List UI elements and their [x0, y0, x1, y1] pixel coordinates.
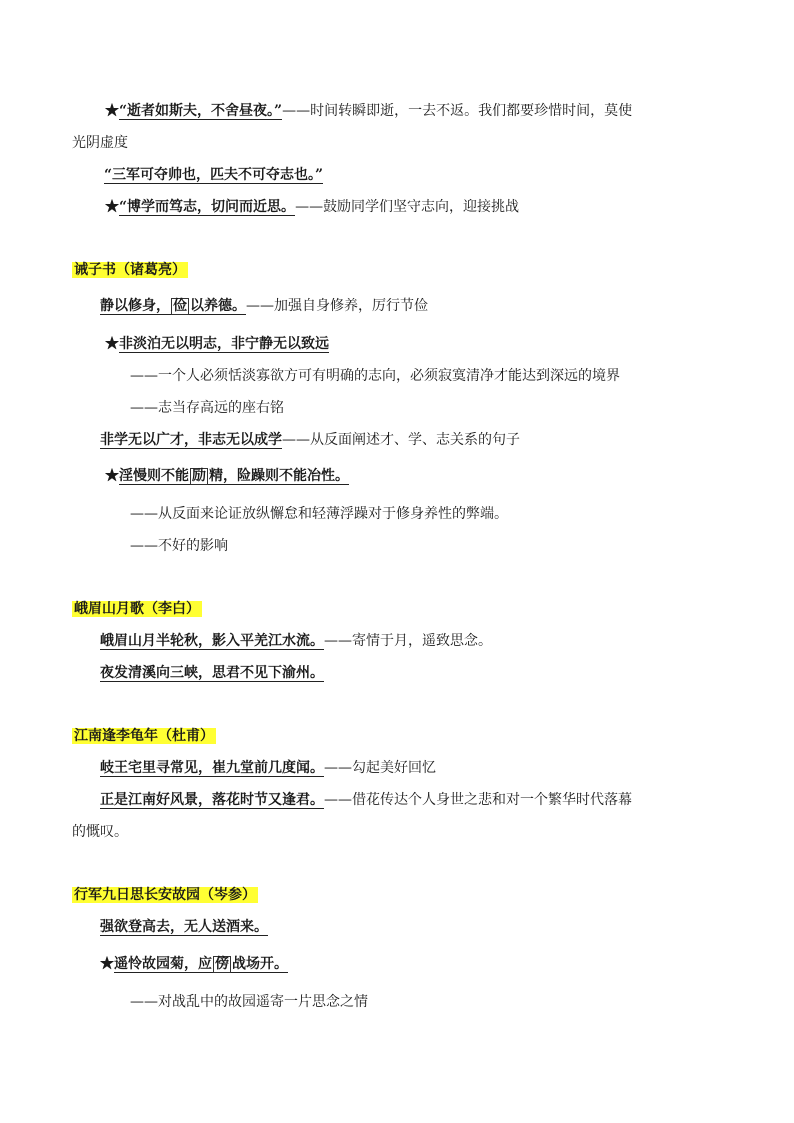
- line-12: [130, 537, 228, 555]
- quote-text: 强欲登高去，无人送酒来。: [100, 919, 268, 935]
- line-8: [130, 399, 284, 417]
- note-text: ——借花传达个人身世之悲和对一个繁华时代落幕: [324, 792, 632, 808]
- note-text: 的慨叹。: [72, 824, 128, 840]
- heading-text: 江南逢李龟年（杜甫）: [74, 728, 214, 744]
- line-20: [130, 993, 368, 1011]
- line-18: [100, 918, 268, 936]
- line-11: [130, 505, 508, 523]
- star-icon: ★: [105, 103, 119, 119]
- line-5: [100, 297, 428, 315]
- line-4: [105, 198, 519, 216]
- note-text: ——鼓励同学们坚守志向，迎接挑战: [295, 199, 520, 215]
- line-16: [100, 791, 632, 809]
- quote-text: “三军可夺帅也，匹夫不可夺志也。”: [104, 167, 324, 183]
- section-heading-4: [72, 886, 258, 904]
- star-icon: ★: [105, 468, 119, 484]
- star-icon: ★: [100, 956, 114, 972]
- line-7: [130, 367, 620, 385]
- line-6: [105, 335, 329, 353]
- line-17: [72, 823, 128, 841]
- boxed-char: 俭: [173, 298, 187, 314]
- section-heading-3: [72, 727, 216, 745]
- quote-text: 淫慢则不能 励 精，险躁则不能冶性。: [119, 468, 349, 484]
- note-text: 光阴虚度: [72, 135, 128, 151]
- note-text: ——一个人必须恬淡寡欲方可有明确的志向，必须寂寞清净才能达到深远的境界: [130, 368, 620, 384]
- star-icon: ★: [105, 336, 119, 352]
- quote-text: 岐王宅里寻常见，崔九堂前几度闻。: [100, 760, 324, 776]
- quote-text: 静以修身， 俭 以养德。: [100, 298, 246, 314]
- line-1: [105, 102, 632, 120]
- note-text: ——不好的影响: [130, 538, 228, 554]
- note-text: ——从反面阐述才、学、志关系的句子: [282, 432, 520, 448]
- quote-text: 遥怜故园菊，应 傍 战场开。: [114, 956, 288, 972]
- heading-text: 行军九日思长安故园（岑参）: [74, 887, 256, 903]
- line-9: [100, 431, 520, 449]
- note-text: ——寄情于月，遥致思念。: [324, 633, 492, 649]
- quote-text: “博学而笃志，切问而近思。: [119, 199, 296, 215]
- quote-text: 夜发清溪向三峡，思君不见下渝州。: [100, 665, 324, 681]
- line-14: [100, 664, 324, 682]
- line-13: [100, 632, 492, 650]
- note-text: ——从反面来论证放纵懈怠和轻薄浮躁对于修身养性的弊端。: [130, 506, 508, 522]
- quote-text: “逝者如斯夫，不舍昼夜。”: [119, 103, 283, 119]
- note-text: ——加强自身修养，厉行节俭: [246, 298, 428, 314]
- section-heading-2: [72, 600, 202, 618]
- note-text: ——时间转瞬即逝，一去不返。我们都要珍惜时间，莫使: [282, 103, 633, 119]
- line-19: [100, 955, 288, 973]
- boxed-char: 傍: [215, 956, 229, 972]
- line-15: [100, 759, 436, 777]
- heading-text: 诫子书（诸葛亮）: [74, 262, 186, 278]
- boxed-char: 励: [192, 468, 206, 484]
- note-text: ——志当存高远的座右铭: [130, 400, 284, 416]
- quote-text: 非淡泊无以明志，非宁静无以致远: [119, 336, 329, 352]
- star-icon: ★: [105, 199, 119, 215]
- line-10: [105, 467, 349, 485]
- heading-text: 峨眉山月歌（李白）: [74, 601, 200, 617]
- note-text: ——对战乱中的故园遥寄一片思念之情: [130, 994, 368, 1010]
- section-heading-1: [72, 261, 188, 279]
- note-text: ——勾起美好回忆: [324, 760, 436, 776]
- quote-text: 峨眉山月半轮秋，影入平羌江水流。: [100, 633, 324, 649]
- quote-text: 非学无以广才，非志无以成学: [100, 432, 282, 448]
- line-2: [72, 134, 128, 152]
- line-3: [104, 166, 323, 184]
- quote-text: 正是江南好风景，落花时节又逢君。: [100, 792, 324, 808]
